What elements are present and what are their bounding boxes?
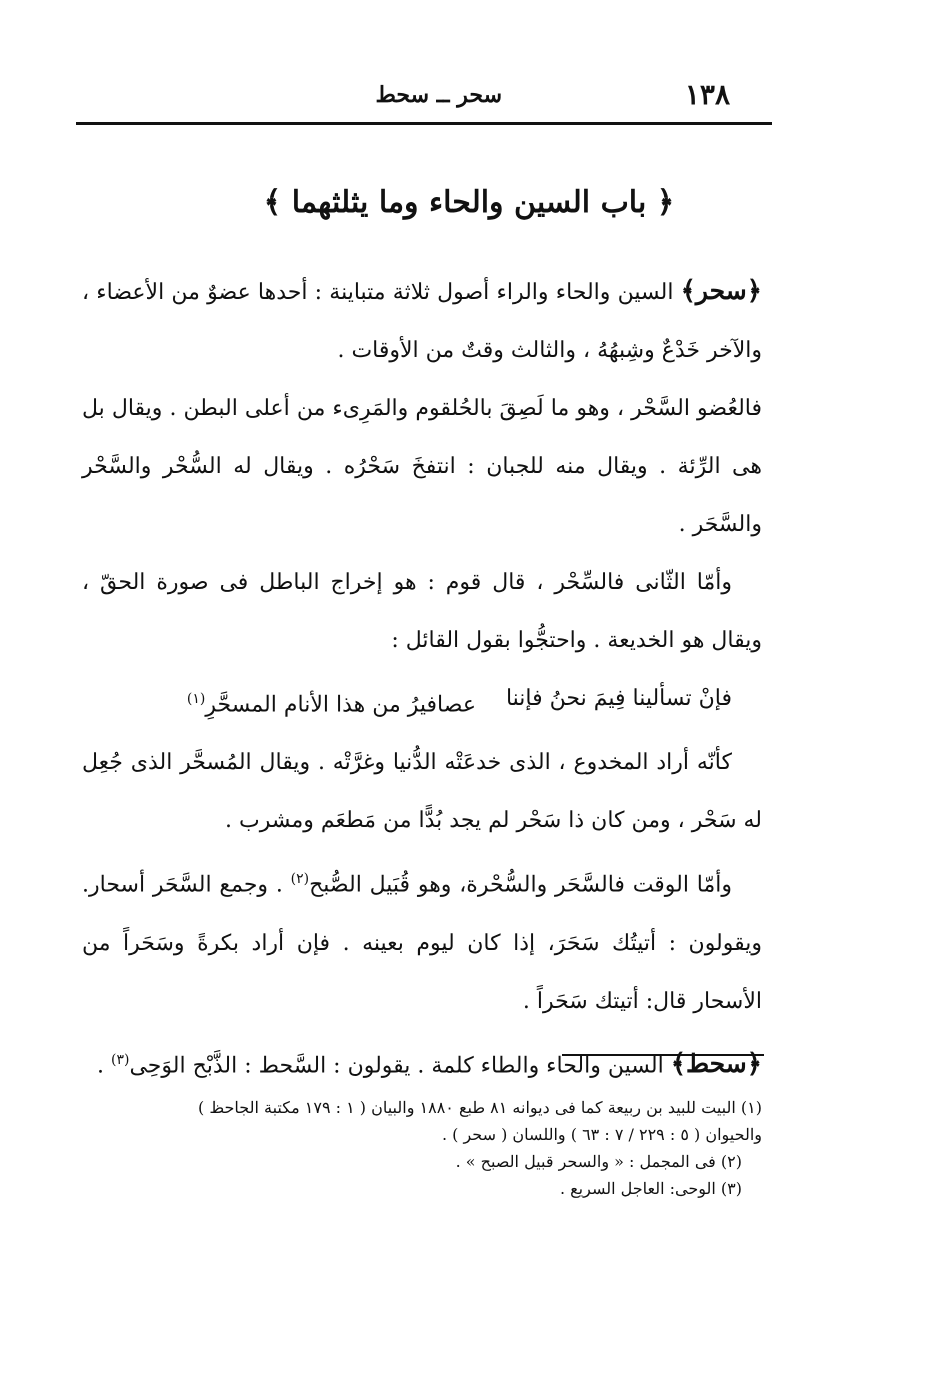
footnotes	[82, 1094, 762, 1202]
entry-sahar-text-5b: . وجمع السَّحَر أسحار. ويقولون : أتيتُك سَحَرَ، إذا كان ليوم بعينه . فإن أراد بكرةً وسَحَراً من الأسحار قال: أتيتك سَحَراً .	[82, 872, 762, 1014]
page-number: ١٣٨	[684, 78, 730, 111]
verse-first-hemistich: فإنْ تسألينا فِيمَ نحنُ فإننا	[505, 686, 732, 711]
entry-sahar-text-5a: وأمّا الوقت فالسَّحَر والسُّحْرة، وهو قُبَيل الصُّبح	[309, 872, 732, 898]
body-text	[82, 262, 762, 1095]
running-title: سحر ــ سحط	[375, 82, 502, 108]
entry-sahar-text-1: السين والحاء والراء أصول ثلاثة متباينة : أحدها عضوٌ من الأعضاء ، والآخر خَدْعٌ وشِبهُهُ ، والثالث وقتٌ من الأوقات .	[82, 280, 762, 363]
poetry-verse	[82, 670, 762, 734]
chapter-close-brace: ﴾	[263, 185, 282, 220]
entry-sahat-text: السين والحاء والطاء كلمة . يقولون : السَّحط : الذَّبْح الوَحِى	[129, 1052, 664, 1078]
footnote-1-line-2: والحيوان ( ٥ : ٢٢٩ / ٧ : ٦٣ ) واللسان ( سحر ) .	[441, 1125, 762, 1144]
footnote-rule	[562, 1054, 764, 1056]
entry-sahar-paragraph-4: كأنّه أراد المخدوع ، الذى خدعَتْه الدُّنيا وغرَّتْه . ويقال المُسحَّر الذى جُعِل له سَحْر ، ومن كان ذا سَحْر لم يجد بُدًّا من مَطعَم ومشرب .	[82, 750, 762, 834]
footnote-ref-1: (١)	[186, 691, 206, 707]
entry-sahar-paragraph-1	[82, 262, 762, 380]
entry-sahar-paragraph-2: فالعُضو السَّحْر ، وهو ما لَصِقَ بالحُلقوم والمَرِىء من أعلى البطن . ويقال بل هى الرِّئة . ويقال منه للجبان : انتفخَ سَحْرُه . ويقال له السُّحْر والسَّحْر والسَّحَر .	[82, 396, 762, 537]
chapter-title: باب السين والحاء وما يثلثهما	[291, 185, 647, 220]
chapter-heading	[0, 185, 938, 220]
running-header	[80, 78, 770, 118]
entry-sahat-paragraph	[82, 1031, 762, 1095]
entry-sahat-end: .	[96, 1052, 104, 1078]
entry-sahar-paragraph-5	[82, 850, 762, 1030]
footnote-ref-3: (٣)	[110, 1051, 130, 1068]
footnote-2: (٢) فى المجمل : « والسحر قبيل الصبح » .	[455, 1152, 742, 1171]
chapter-open-brace: ﴿	[656, 185, 675, 220]
footnote-3: (٣) الوحى: العاجل السريع .	[559, 1179, 742, 1198]
entry-headword-sahar: ﴿سحر﴾	[680, 276, 762, 306]
footnote-1-line-1: (١) البيت للبيد بن ربيعة كما فى ديوانه ٨١ طبع ١٨٨٠ والبيان ( ١ : ١٧٩ مكتبة الجاحظ )	[198, 1098, 762, 1117]
verse-second-hemistich: عصافيرُ من هذا الأنام المسحَّرِ$^{(١)}$	[186, 691, 476, 718]
footnote-ref-2: (٢)	[290, 871, 310, 888]
header-rule	[76, 122, 772, 125]
entry-headword-sahat: ﴿سحط﴾	[670, 1048, 762, 1079]
entry-sahar-paragraph-3: وأمّا الثّانى فالسِّحْر ، قال قوم : هو إخراج الباطل فى صورة الحقّ ، ويقال هو الخديعة . واحتجُّوا بقول القائل :	[82, 570, 762, 653]
